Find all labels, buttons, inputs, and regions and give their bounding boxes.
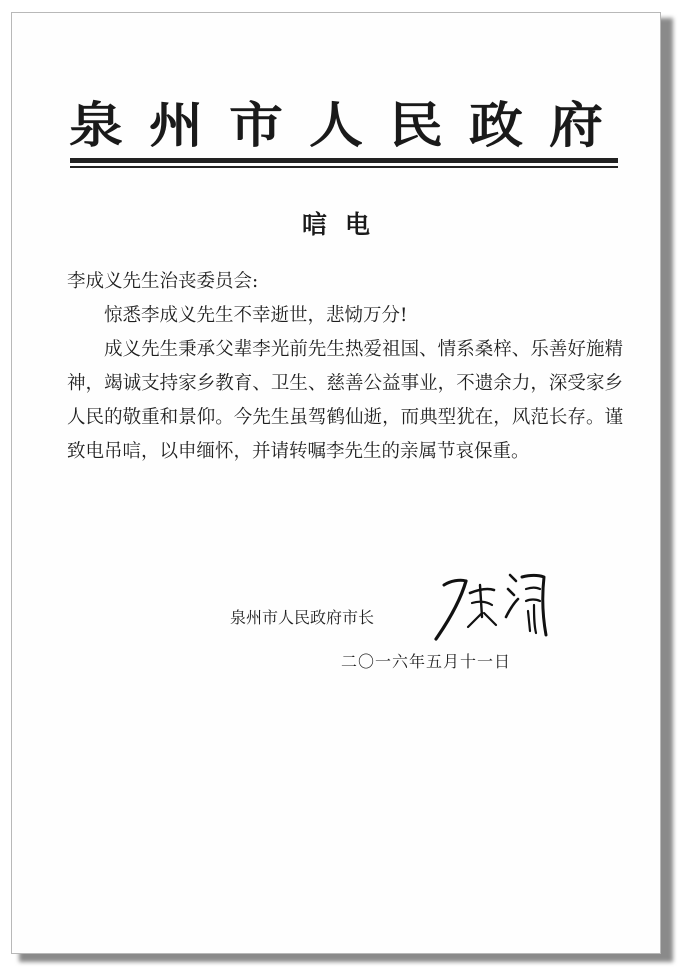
letterhead-rule-thin bbox=[70, 166, 618, 168]
paragraph-tribute: 成义先生秉承父辈李光前先生热爱祖国、情系桑梓、乐善好施精神，竭诚支持家乡教育、卫生、慈善公益事业，不遗余力，深受家乡人民的敬重和景仰。今先生虽驾鹤仙逝，而典型犹在，风范长存。谨致电吊唁，以申缅怀，并请转嘱李先生的亲属节哀保重。 bbox=[67, 339, 623, 462]
handwritten-signature bbox=[430, 555, 560, 645]
signatory-title: 泉州市人民政府市长 bbox=[230, 608, 375, 627]
letterhead-title: 泉州市人民政府 bbox=[69, 96, 629, 154]
document-title: 唁电 bbox=[301, 210, 388, 239]
paragraph-condolence: 惊悉李成义先生不幸逝世，悲恸万分! bbox=[104, 305, 408, 326]
document-page bbox=[11, 12, 661, 954]
letterhead-rule-thick bbox=[70, 158, 618, 163]
letter-body bbox=[67, 265, 623, 469]
document-date: 二〇一六年五月十一日 bbox=[341, 652, 512, 671]
salutation: 李成义先生治丧委员会: bbox=[67, 271, 259, 292]
